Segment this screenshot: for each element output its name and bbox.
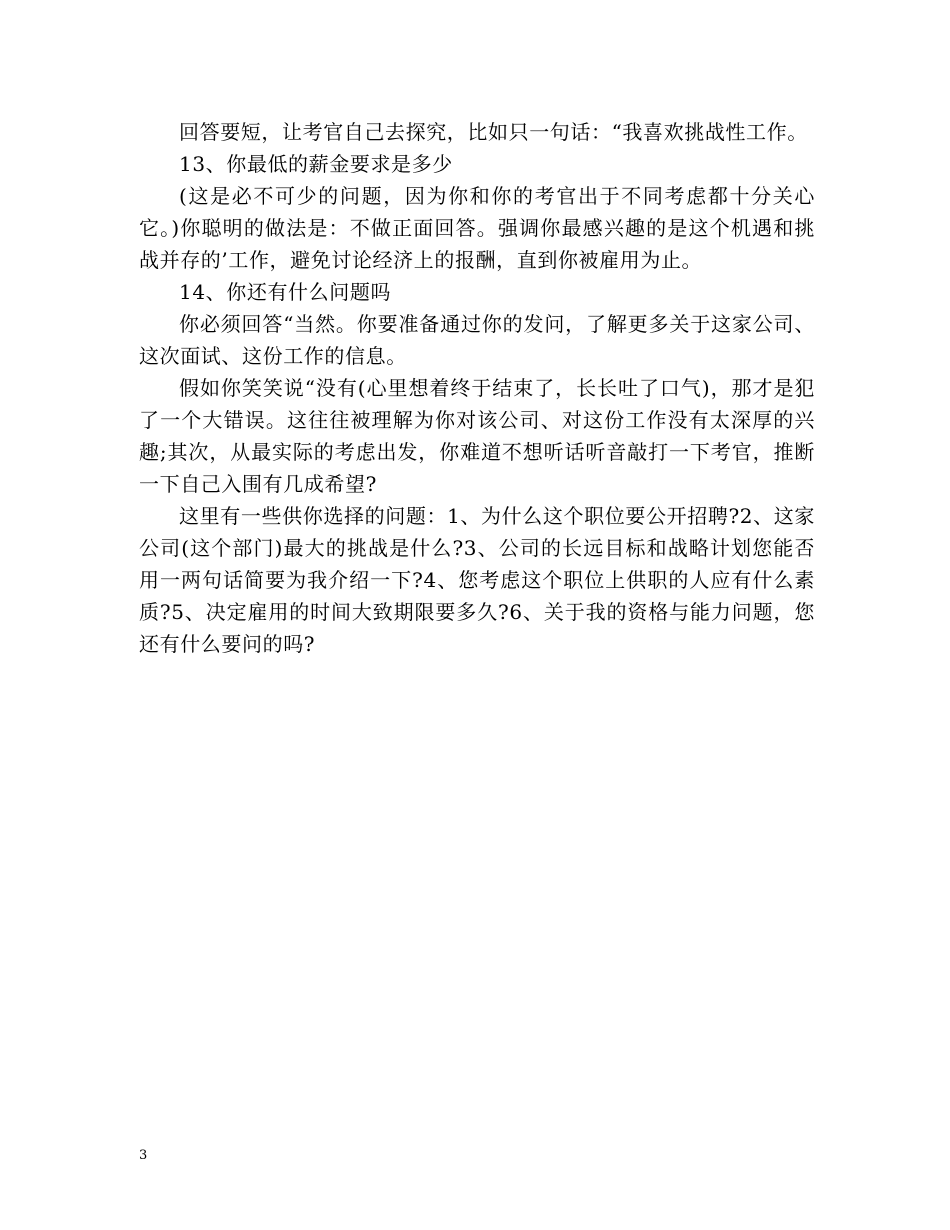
page-number: 3 — [139, 1148, 148, 1163]
heading-question-14: 14、你还有什么问题吗 — [179, 280, 392, 304]
paragraph-question-list: 这里有一些供你选择的问题：1、为什么这个职位要公开招聘?2、这家公司(这个部门)最大的挑战是什么?3、公司的长远目标和战略计划您能否用一两句话简要为我介绍一下?4、您考虑这个职位上供职的人应有什么素质?5、决定雇用的时间大致期限要多久?6、关于我的资格与能力问题，您还有什么要问的吗? — [139, 504, 815, 656]
heading-question-13: 13、你最低的薪金要求是多少 — [179, 152, 453, 176]
body-text — [139, 116, 815, 660]
paragraph-salary-answer: (这是必不可少的问题，因为你和你的考官出于不同考虑都十分关心它。)你聪明的做法是：不做正面回答。强调你最感兴趣的是这个机遇和挑战并存的’工作，避免讨论经济上的报酬，直到你被雇用为止。 — [139, 184, 815, 272]
paragraph-must-answer: 你必须回答“当然。你要准备通过你的发问，了解更多关于这家公司、这次面试、这份工作的信息。 — [139, 312, 815, 368]
paragraph-big-mistake: 假如你笑笑说“没有(心里想着终于结束了，长长吐了口气)，那才是犯了一个大错误。这往往被理解为你对该公司、对这份工作没有太深厚的兴趣;其次，从最实际的考虑出发，你难道不想听话听音敲打一下考官，推断一下自己入围有几成希望? — [139, 376, 815, 496]
paragraph-answer-short: 回答要短，让考官自己去探究，比如只一句话：“我喜欢挑战性工作。 — [179, 120, 808, 144]
